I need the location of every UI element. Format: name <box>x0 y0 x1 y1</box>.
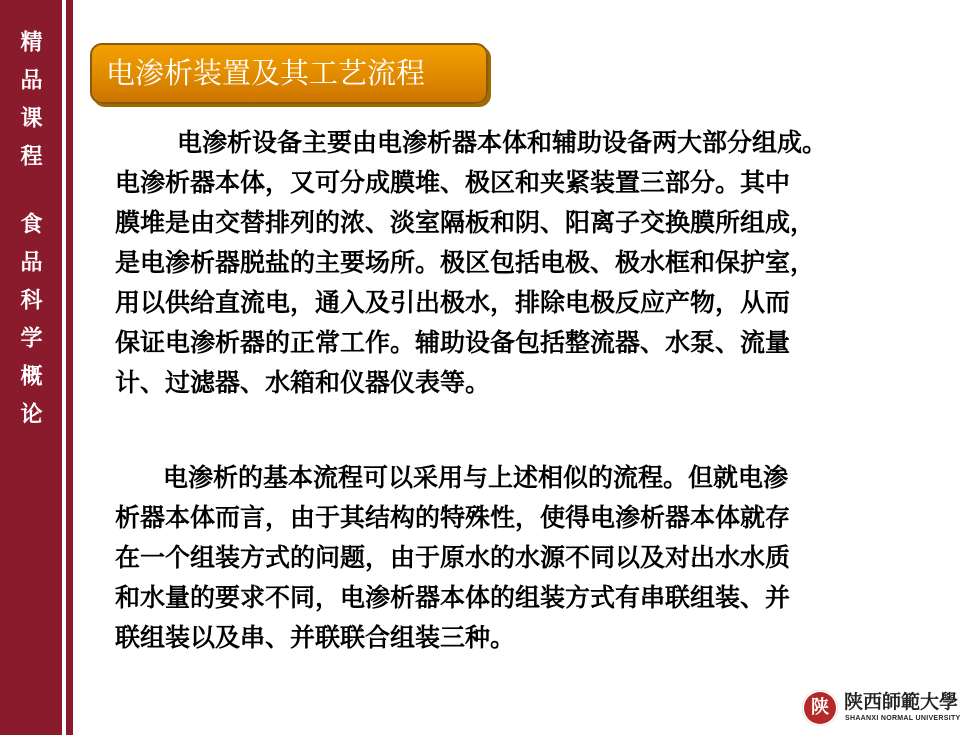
text-line: 膜堆是由交替排列的浓、淡室隔板和阴、阳离子交换膜所组成， <box>115 208 816 237</box>
subject-label: 食品科学概论 <box>17 212 42 440</box>
university-name-en: SHAANXI NORMAL UNIVERSITY <box>845 715 961 722</box>
text-line: 联组装以及串、并联联合组装三种。 <box>115 623 516 652</box>
university-seal-icon <box>802 690 838 726</box>
text-line: 计、过滤器、水箱和仪器仪表等。 <box>115 368 491 397</box>
university-logo <box>802 688 972 730</box>
slide-title-box <box>90 43 488 104</box>
text-line: 是电渗析器脱盐的主要场所。极区包括电极、极水框和保护室， <box>115 248 816 277</box>
text-line: 用以供给直流电，通入及引出极水，排除电极反应产物，从而 <box>115 288 791 317</box>
sidebar-band <box>0 0 62 735</box>
text-line: 析器本体而言，由于其结构的特殊性，使得电渗析器本体就存 <box>115 503 791 532</box>
paragraph-equipment <box>115 123 960 403</box>
seal-character: 陕 <box>811 697 829 718</box>
slide-title: 电渗析装置及其工艺流程 <box>106 56 426 90</box>
text-line: 在一个组装方式的问题，由于原水的水源不同以及对出水水质 <box>115 543 791 572</box>
paragraph-process <box>115 458 960 658</box>
text-line: 和水量的要求不同，电渗析器本体的组装方式有串联组装、并 <box>115 583 791 612</box>
university-name-cn: 陕西師範大學 <box>844 691 959 713</box>
text-line: 电渗析设备主要由电渗析器本体和辅助设备两大部分组成。 <box>177 128 828 157</box>
text-line: 电渗析器本体，又可分成膜堆、极区和夹紧装置三部分。其中 <box>115 168 791 197</box>
sidebar-edge <box>66 0 73 735</box>
text-line: 电渗析的基本流程可以采用与上述相似的流程。但就电渗 <box>163 463 789 492</box>
text-line: 保证电渗析器的正常工作。辅助设备包括整流器、水泵、流量 <box>115 328 791 357</box>
course-label: 精品课程 <box>17 30 42 182</box>
